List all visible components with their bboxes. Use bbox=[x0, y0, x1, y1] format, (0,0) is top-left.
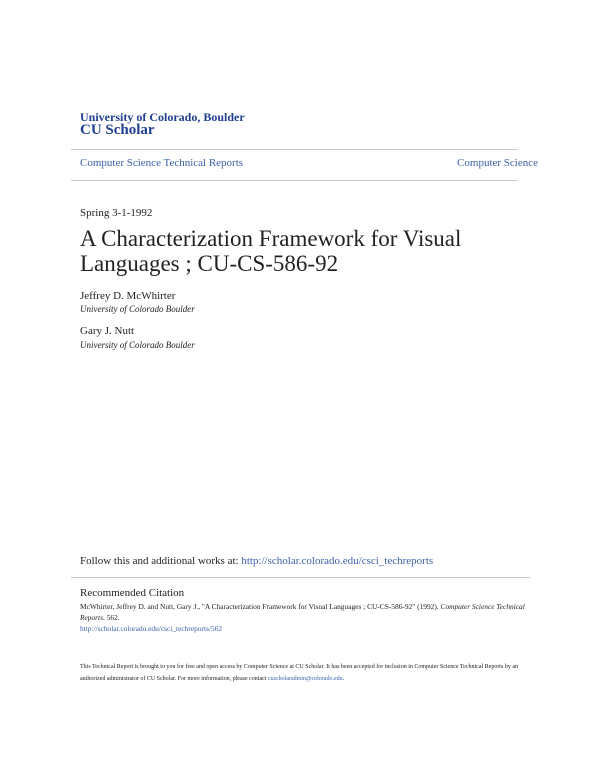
repository-name: CU Scholar bbox=[80, 122, 155, 138]
header-divider-bottom bbox=[71, 180, 518, 181]
citation-divider bbox=[71, 577, 530, 578]
access-notice bbox=[80, 661, 528, 685]
publication-date: Spring 3-1-1992 bbox=[80, 207, 153, 219]
paper-title: A Characterization Framework for Visual Languages ; CU-CS-586-92 bbox=[80, 226, 462, 276]
author-name: Gary J. Nutt bbox=[80, 325, 135, 337]
follow-line bbox=[80, 555, 433, 567]
follow-text: Follow this and additional works at: bbox=[80, 555, 242, 567]
author-affiliation: University of Colorado Boulder bbox=[80, 304, 195, 314]
notice-end: . bbox=[342, 676, 345, 682]
citation-heading: Recommended Citation bbox=[80, 587, 185, 599]
citation-journal: Computer Science Technical Reports bbox=[80, 602, 525, 622]
computer-science-link[interactable]: Computer Science bbox=[457, 157, 538, 169]
tech-reports-link[interactable]: Computer Science Technical Reports bbox=[80, 157, 244, 169]
institution-name: University of Colorado, Boulder bbox=[80, 110, 245, 124]
citation-body bbox=[80, 601, 528, 634]
contact-email-link[interactable]: cuscholaradmin@colorado.edu bbox=[267, 676, 343, 682]
follow-link[interactable]: http://scholar.colorado.edu/csci_techreports bbox=[241, 555, 434, 567]
author-affiliation: University of Colorado Boulder bbox=[80, 340, 195, 350]
citation-text: McWhirter, Jeffrey D. and Nutt, Gary J., "A Characterization Framework for Visual Languages ; CU-CS-586-92" (1992). bbox=[80, 602, 441, 611]
citation-suffix: . 562. bbox=[103, 613, 120, 622]
notice-text: This Technical Report is brought to you for free and open access by Computer Science at CU Scholar. It has been accepted for inclusion in Computer Science Technical Reports by an authorized administrator of CU Scholar. For more information, please contact bbox=[80, 664, 518, 682]
citation-link[interactable]: http://scholar.colorado.edu/csci_techreports/562 bbox=[80, 624, 223, 633]
author-name: Jeffrey D. McWhirter bbox=[80, 290, 176, 302]
header-divider-top bbox=[71, 149, 518, 150]
